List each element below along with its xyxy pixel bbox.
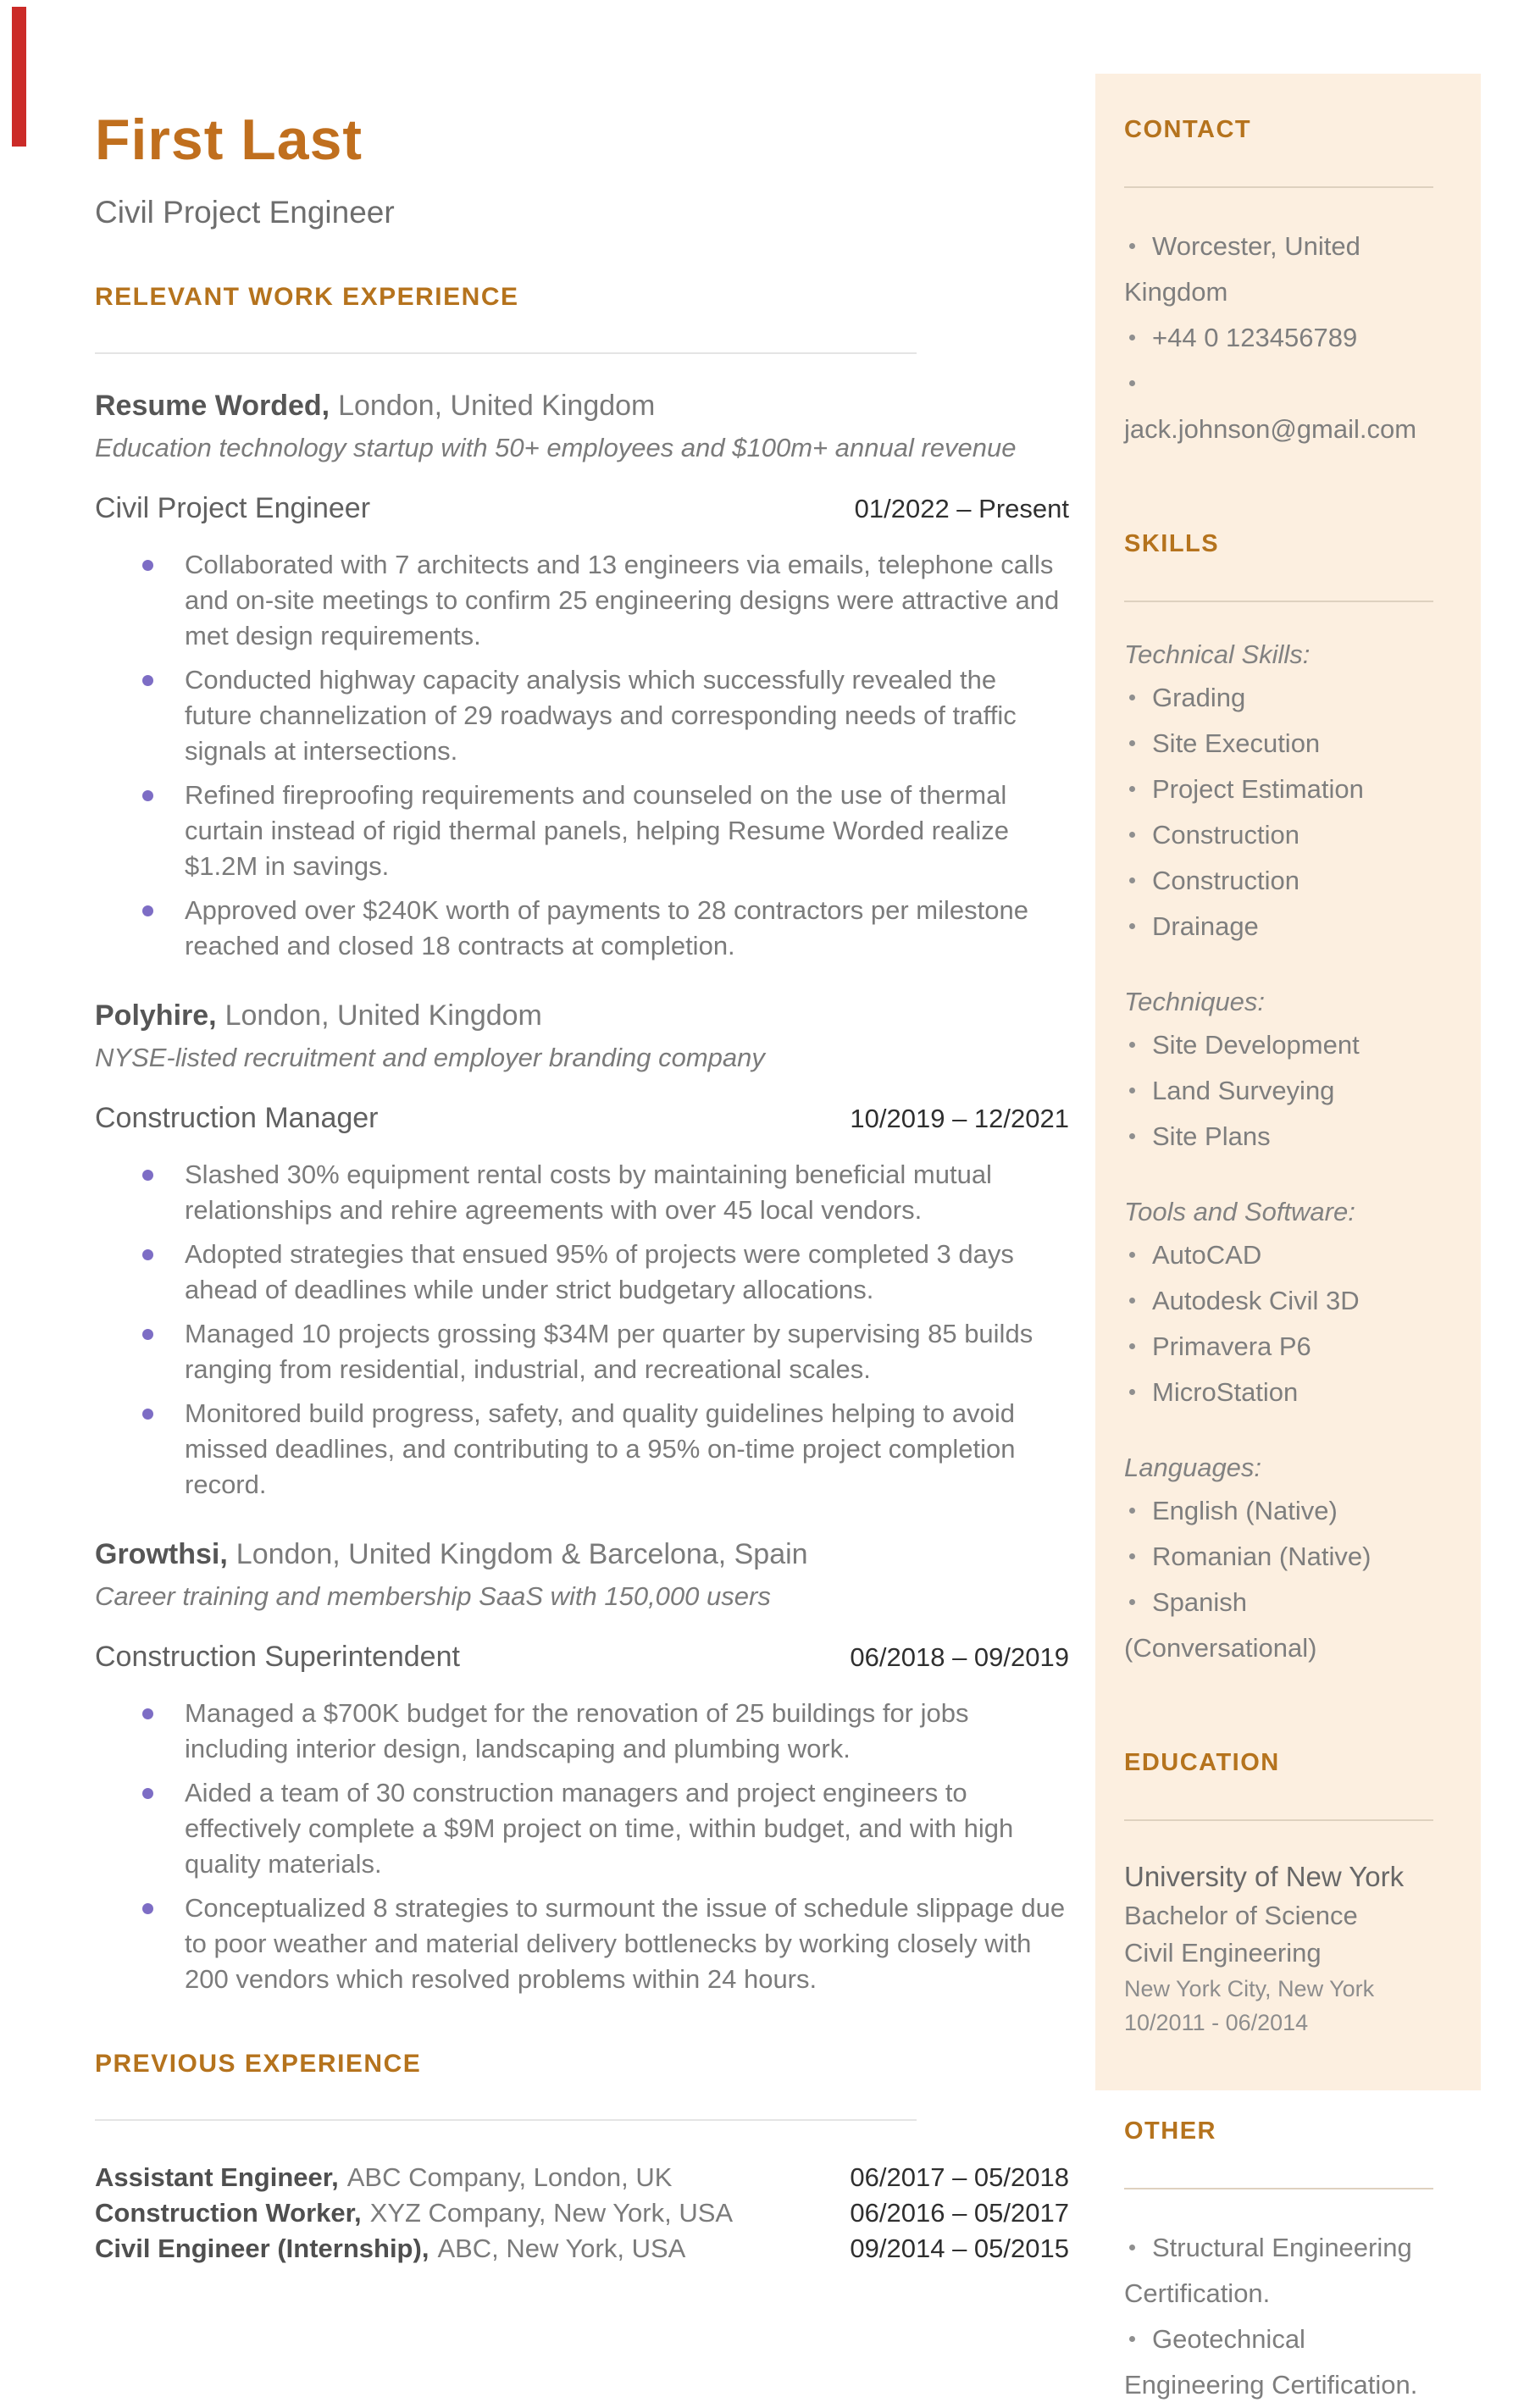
previous-role-dates: 06/2016 – 05/2017 xyxy=(850,2198,1069,2228)
job-dates: 01/2022 – Present xyxy=(854,494,1069,523)
section-header-previous-experience: PREVIOUS EXPERIENCE xyxy=(95,2050,422,2078)
company-description: NYSE-listed recruitment and employer branding company xyxy=(95,1043,765,1072)
skill-item: Spanish (Conversational) xyxy=(1124,1580,1433,1671)
previous-role-title: Assistant Engineer, xyxy=(95,2162,339,2192)
education-school: University of New York xyxy=(1124,1861,1405,1892)
contact-phone: +44 0 123456789 xyxy=(1124,315,1433,361)
skill-item: Land Surveying xyxy=(1124,1068,1433,1114)
skill-item: Primavera P6 xyxy=(1124,1324,1433,1370)
skill-item: English (Native) xyxy=(1124,1488,1433,1534)
sidebar-section-education xyxy=(1124,1749,1433,2040)
company-line xyxy=(95,999,1069,1032)
sidebar-section-skills xyxy=(1124,530,1433,1671)
skill-item: Autodesk Civil 3D xyxy=(1124,1278,1433,1324)
skills-list xyxy=(1124,1488,1433,1671)
company-location: London, United Kingdom & Barcelona, Spain xyxy=(236,1538,808,1570)
company-location: London, United Kingdom xyxy=(224,999,542,1032)
sidebar-section-contact xyxy=(1124,116,1433,452)
job-bullet-list xyxy=(95,1696,1069,1997)
company-line xyxy=(95,1538,1069,1571)
job-entry-polyhire xyxy=(95,999,1069,1503)
job-entry-resume-worded xyxy=(95,390,1069,964)
job-bullet: Managed a $700K budget for the renovation of 25 buildings for jobs including interior design, landscaping and plumbing work. xyxy=(95,1696,1069,1767)
skills-list xyxy=(1124,675,1433,949)
company-description: Career training and membership SaaS with 150,000 users xyxy=(95,1581,771,1611)
skill-item: Drainage xyxy=(1124,904,1433,949)
job-bullet: Aided a team of 30 construction managers and project engineers to effectively complete a $9M project on time, within budget, and with high quality materials. xyxy=(95,1775,1069,1882)
job-bullet-list xyxy=(95,1157,1069,1503)
skills-group-languages xyxy=(1124,1453,1433,1671)
section-header-relevant-experience: RELEVANT WORK EXPERIENCE xyxy=(95,283,519,311)
skill-item: AutoCAD xyxy=(1124,1232,1433,1278)
job-title-row xyxy=(95,492,1069,525)
education-location: New York City, New York xyxy=(1124,1976,1375,2001)
contact-location: Worcester, United Kingdom xyxy=(1124,224,1433,315)
certification-item: Geotechnical Engineering Certification. xyxy=(1124,2317,1433,2408)
job-bullet: Adopted strategies that ensued 95% of projects were completed 3 days ahead of deadlines while under strict budgetary allocations. xyxy=(95,1237,1069,1308)
previous-role-row xyxy=(95,2231,1069,2267)
job-bullet: Conceptualized 8 strategies to surmount the issue of schedule slippage due to poor weather and material delivery bottlenecks by working closely with 200 vendors which resolved problems within 24 hours. xyxy=(95,1890,1069,1997)
other-header: OTHER xyxy=(1124,2117,1216,2145)
previous-role-org: ABC Company, London, UK xyxy=(346,2162,673,2192)
job-bullet: Conducted highway capacity analysis which successfully revealed the future channelization of 29 roadways and corresponding needs of traffic signals at intersections. xyxy=(95,662,1069,769)
job-title: Construction Superintendent xyxy=(95,1641,460,1673)
certification-item: Structural Engineering Certification. xyxy=(1124,2225,1433,2317)
job-title-row xyxy=(95,1641,1069,1674)
contact-email: jack.johnson@gmail.com xyxy=(1124,361,1433,452)
education-header: EDUCATION xyxy=(1124,1749,1280,1776)
company-name: Growthsi, xyxy=(95,1538,228,1570)
sidebar-divider xyxy=(1124,2188,1433,2189)
sidebar-divider xyxy=(1124,186,1433,188)
previous-role-title: Civil Engineer (Internship), xyxy=(95,2234,429,2263)
education-field: Civil Engineering xyxy=(1124,1938,1322,1968)
section-divider xyxy=(95,2119,917,2121)
previous-experience-rows xyxy=(95,2160,1069,2267)
previous-role-title: Construction Worker, xyxy=(95,2198,362,2228)
skills-group-techniques xyxy=(1124,987,1433,1160)
job-title: Civil Project Engineer xyxy=(95,492,371,524)
job-bullet: Managed 10 projects grossing $34M per quarter by supervising 85 builds ranging from residential, industrial, and recreational scales. xyxy=(95,1316,1069,1387)
sidebar-section-other xyxy=(1124,2117,1433,2408)
skill-item: Project Estimation xyxy=(1124,767,1433,812)
skills-header: SKILLS xyxy=(1124,530,1220,557)
job-bullet-list xyxy=(95,547,1069,964)
previous-role-left xyxy=(95,2195,733,2231)
job-bullet: Slashed 30% equipment rental costs by maintaining beneficial mutual relationships and rehire agreements with over 45 local vendors. xyxy=(95,1157,1069,1228)
job-bullet: Collaborated with 7 architects and 13 engineers via emails, telephone calls and on-site meetings to confirm 25 engineering designs were attractive and met design requirements. xyxy=(95,547,1069,654)
other-list xyxy=(1124,2225,1433,2408)
skill-item: Site Plans xyxy=(1124,1114,1433,1160)
previous-role-dates: 09/2014 – 05/2015 xyxy=(850,2234,1069,2263)
skill-item: Construction xyxy=(1124,812,1433,858)
education-degree: Bachelor of Science xyxy=(1124,1901,1358,1930)
candidate-headline: Civil Project Engineer xyxy=(95,195,395,230)
skills-list xyxy=(1124,1022,1433,1160)
job-entry-growthsi xyxy=(95,1538,1069,1997)
job-title: Construction Manager xyxy=(95,1102,379,1134)
skills-group-label: Languages: xyxy=(1124,1453,1262,1482)
previous-role-dates: 06/2017 – 05/2018 xyxy=(850,2162,1069,2192)
previous-role-row xyxy=(95,2195,1069,2231)
skills-group-tools xyxy=(1124,1197,1433,1415)
skill-item: Grading xyxy=(1124,675,1433,721)
job-bullet: Monitored build progress, safety, and quality guidelines helping to avoid missed deadlines, and contributing to a 95% on-time project completion record. xyxy=(95,1396,1069,1503)
skill-item: Romanian (Native) xyxy=(1124,1534,1433,1580)
previous-role-left xyxy=(95,2231,685,2267)
contact-header: CONTACT xyxy=(1124,116,1252,143)
skill-item: Construction xyxy=(1124,858,1433,904)
job-bullet: Approved over $240K worth of payments to 28 contractors per milestone reached and closed 18 contracts at completion. xyxy=(95,893,1069,964)
red-ribbon-mark xyxy=(12,7,26,147)
job-bullet: Refined fireproofing requirements and counseled on the use of thermal curtain instead of rigid thermal panels, helping Resume Worded realize $1.2M in savings. xyxy=(95,778,1069,884)
company-description: Education technology startup with 50+ employees and $100m+ annual revenue xyxy=(95,433,1017,462)
job-dates: 10/2019 – 12/2021 xyxy=(850,1104,1069,1133)
company-name: Resume Worded, xyxy=(95,390,330,422)
company-line xyxy=(95,390,1069,423)
job-dates: 06/2018 – 09/2019 xyxy=(850,1642,1069,1672)
previous-role-org: XYZ Company, New York, USA xyxy=(369,2198,734,2228)
company-location: London, United Kingdom xyxy=(338,390,656,422)
skills-list xyxy=(1124,1232,1433,1415)
skills-group-label: Techniques: xyxy=(1124,987,1266,1016)
sidebar-divider xyxy=(1124,601,1433,602)
company-name: Polyhire, xyxy=(95,999,217,1032)
previous-role-left xyxy=(95,2160,672,2195)
previous-role-org: ABC, New York, USA xyxy=(437,2234,686,2263)
skills-group-label: Technical Skills: xyxy=(1124,639,1311,669)
sidebar xyxy=(1095,74,1481,2400)
skills-group-label: Tools and Software: xyxy=(1124,1197,1355,1226)
job-title-row xyxy=(95,1102,1069,1135)
sidebar-divider xyxy=(1124,1819,1433,1821)
previous-role-row xyxy=(95,2160,1069,2195)
skill-item: Site Development xyxy=(1124,1022,1433,1068)
main-column xyxy=(95,0,1069,2267)
education-dates: 10/2011 - 06/2014 xyxy=(1124,2010,1309,2035)
contact-list xyxy=(1124,224,1433,452)
skills-group-technical xyxy=(1124,639,1433,949)
section-divider xyxy=(95,352,917,354)
candidate-name: First Last xyxy=(95,108,363,172)
skill-item: Site Execution xyxy=(1124,721,1433,767)
skill-item: MicroStation xyxy=(1124,1370,1433,1415)
